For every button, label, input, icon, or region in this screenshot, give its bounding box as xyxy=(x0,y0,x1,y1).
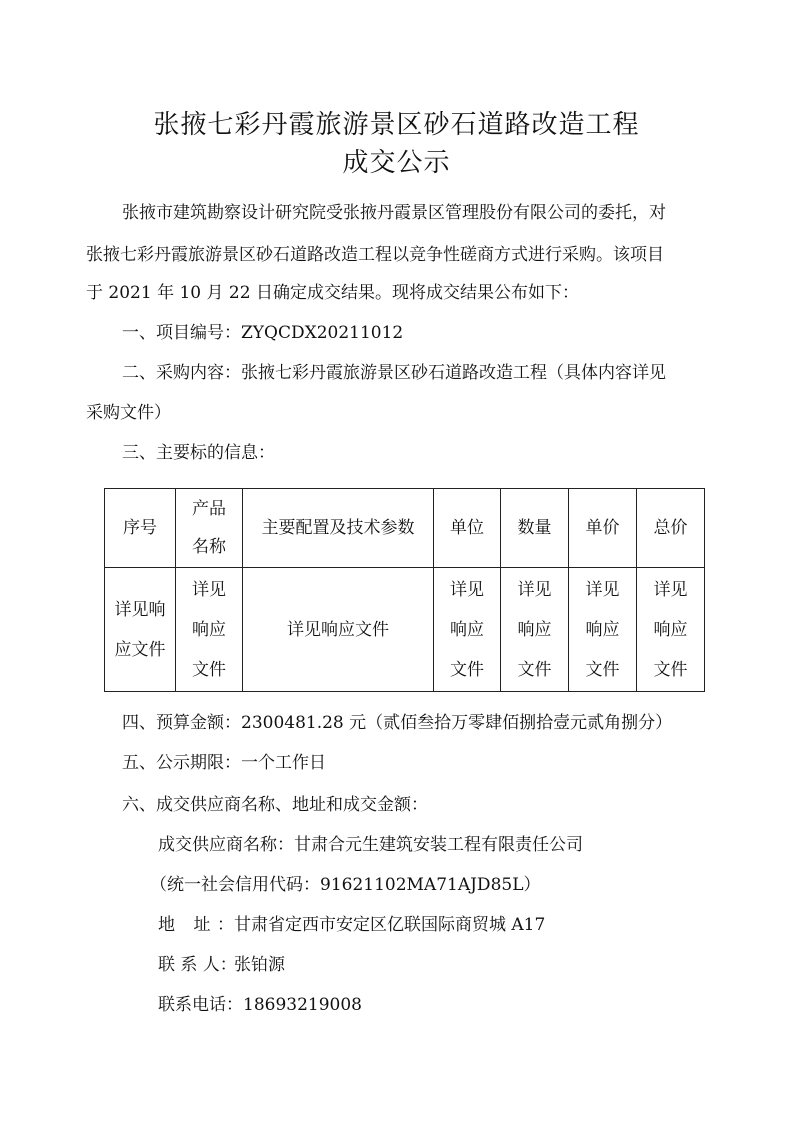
supplier-phone: 联系电话：18693219008 xyxy=(158,995,362,1015)
table-header-row xyxy=(105,489,705,568)
intro-line1: 张掖市建筑勘察设计研究院受张掖丹霞景区管理股份有限公司的委托，对 xyxy=(122,203,666,223)
item-supplier-heading: 六、成交供应商名称、地址和成交金额： xyxy=(122,795,428,815)
cell-qty: 详见 响应 文件 xyxy=(501,568,569,692)
cell-product-name: 详见 响应 文件 xyxy=(176,568,243,692)
cell-total-price: 详见 响应 文件 xyxy=(637,568,705,692)
header-product-name: 产品 名称 xyxy=(176,489,243,568)
address-value: 甘肃省定西市安定区亿联国际商贸城 A17 xyxy=(234,915,546,935)
item-procurement-content-line2: 采购文件） xyxy=(86,403,171,423)
item-budget: 四、预算金额：2300481.28 元（贰佰叁拾万零肆佰捌拾壹元贰角捌分） xyxy=(122,713,673,733)
address-label: 地 址： xyxy=(158,915,234,935)
doc-title-line2: 成交公示 xyxy=(342,148,451,178)
header-seq: 序号 xyxy=(105,489,176,568)
header-qty: 数量 xyxy=(501,489,569,568)
contact-label: 联 系 人： xyxy=(158,955,237,975)
main-info-table xyxy=(104,488,705,692)
cell-seq: 详见响 应文件 xyxy=(105,568,176,692)
header-unit-price: 单价 xyxy=(569,489,637,568)
cell-spec: 详见响应文件 xyxy=(243,568,434,692)
intro-line3: 于 2021 年 10 月 22 日确定成交结果。现将成交结果公布如下： xyxy=(86,283,579,303)
supplier-name: 成交供应商名称：甘肃合元生建筑安装工程有限责任公司 xyxy=(158,835,583,855)
header-spec: 主要配置及技术参数 xyxy=(243,489,434,568)
item-notice-period: 五、公示期限：一个工作日 xyxy=(122,753,326,773)
item-main-info-heading: 三、主要标的信息： xyxy=(122,443,275,463)
item-project-number: 一、项目编号：ZYQCDX20211012 xyxy=(122,323,404,343)
header-total-price: 总价 xyxy=(637,489,705,568)
cell-unit-price: 详见 响应 文件 xyxy=(569,568,637,692)
header-unit: 单位 xyxy=(434,489,501,568)
item-procurement-content-line1: 二、采购内容：张掖七彩丹霞旅游景区砂石道路改造工程（具体内容详见 xyxy=(122,363,666,383)
supplier-credit-code: （统一社会信用代码：91621102MA71AJD85L） xyxy=(150,875,541,895)
supplier-contact xyxy=(158,950,285,975)
cell-unit: 详见 响应 文件 xyxy=(434,568,501,692)
contact-value: 张铂源 xyxy=(234,955,285,975)
table-row xyxy=(105,568,705,692)
intro-line2: 张掖七彩丹霞旅游景区砂石道路改造工程以竞争性磋商方式进行采购。该项目 xyxy=(86,245,664,265)
doc-title-line1: 张掖七彩丹霞旅游景区砂石道路改造工程 xyxy=(153,110,640,140)
supplier-address xyxy=(158,910,545,935)
